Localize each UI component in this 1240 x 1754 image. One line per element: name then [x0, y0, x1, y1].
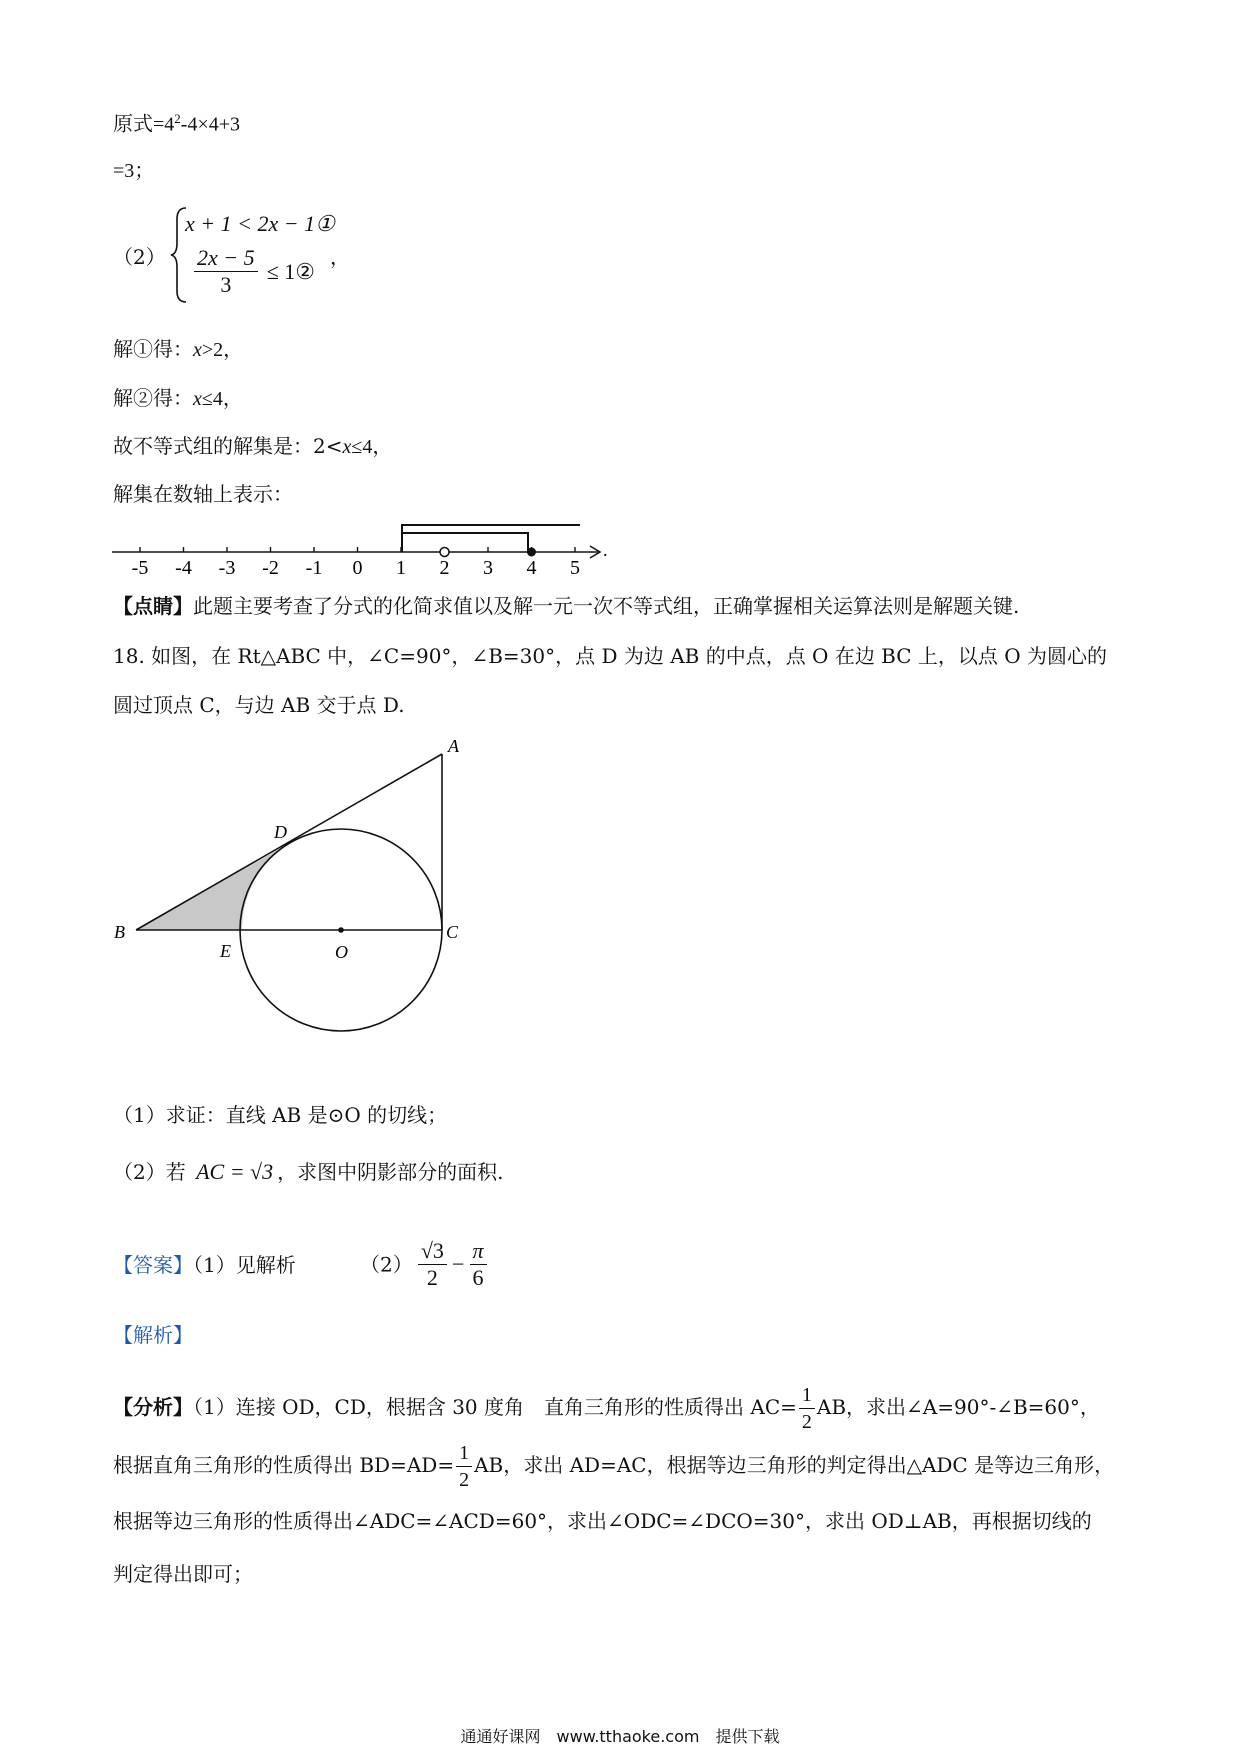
number-line-tick-label: -3 — [218, 557, 236, 579]
number-line-tick-label: -2 — [262, 557, 279, 579]
closed-point-4 — [527, 548, 536, 557]
point-o — [338, 927, 344, 933]
part2-label: （2） — [113, 245, 166, 269]
number-line-tick-label: 5 — [570, 557, 580, 579]
bracket-greater-than-2 — [402, 525, 580, 552]
number-line-tick-label: -5 — [131, 557, 149, 579]
analysis-line-2: 根据直角三角形的性质得出 BD=AD= $\frac{1}{2}$ AB，求出 AD=AC，根据等边三角形的判定得出△ADC 是等边三角形， — [113, 1442, 1115, 1491]
number-line-end-dot: . — [603, 540, 608, 560]
number-line-tick-label: 1 — [396, 557, 406, 579]
q18-line-1: 18. 如图，在 Rt△ABC 中，∠C=90°，∠B=30°，点 D 为边 AB 的中点，点 O 在边 BC 上，以点 O 为圆心的 — [113, 644, 1108, 668]
label-o: O — [335, 942, 348, 962]
q18-sub-1: （1）求证：直线 AB 是⊙O 的切线； — [113, 1103, 448, 1127]
numberline-caption: 解集在数轴上表示： — [113, 482, 293, 506]
geometry-figure — [100, 730, 480, 1040]
number-line-tick-label: 4 — [526, 557, 537, 579]
inequality-1: x + 1 < 2x − 1① — [185, 211, 335, 236]
solve-2: 解②得：x≤4， — [113, 386, 243, 410]
number-line-tick-label: -4 — [175, 557, 192, 579]
label-b: B — [114, 922, 125, 942]
answer-part2: （2） $\frac{√3}{2}$ − $\frac{\pi}{6}$ — [360, 1238, 487, 1291]
q18-line-2: 圆过顶点 C，与边 AB 交于点 D. — [113, 693, 405, 717]
solve-1: 解①得：x>2， — [113, 337, 244, 361]
analysis-line-1: 【分析】（1）连接 OD，CD，根据含 30 度角 直角三角形的性质得出 AC= $\frac{1}{2}$ AB，求出∠A=90°-∠B=60°， — [113, 1384, 1100, 1433]
bracket-leq-4 — [401, 533, 528, 552]
label-c: C — [446, 922, 459, 942]
comment-line: 【点睛】此题主要考查了分式的化简求值以及解一元一次不等式组，正确掌握相关运算法则是解题关键. — [113, 594, 1020, 618]
calc-line-1: 原式$=4^2-4\times 4+3$ — [113, 111, 240, 136]
number-line — [100, 512, 620, 582]
footer-text: 通通好课网 www.tthaoke.com 提供下载 — [460, 1727, 780, 1746]
analysis-label: 【解析】 — [113, 1323, 193, 1347]
segment-ba — [136, 754, 442, 930]
number-line-tick-label: 0 — [352, 557, 363, 579]
number-line-tick-label: 2 — [439, 557, 450, 579]
solution-set: 故不等式组的解集是：2<x≤4， — [113, 434, 393, 458]
label-d: D — [274, 822, 287, 842]
number-line-tick-label: -1 — [305, 557, 323, 579]
analysis-line-4: 判定得出即可； — [113, 1562, 253, 1586]
label-a: A — [448, 736, 459, 756]
calc-line-2: =3； — [113, 160, 155, 182]
analysis-line-3: 根据等边三角形的性质得出∠ADC=∠ACD=60°，求出∠ODC=∠DCO=30°，求出 OD⊥AB，再根据切线的 — [113, 1509, 1092, 1533]
open-point-2 — [440, 548, 449, 557]
answer-line: 【答案】（1）见解析 — [113, 1253, 296, 1277]
system-comma: ， — [330, 245, 350, 269]
number-line-tick-label: 3 — [483, 557, 493, 579]
inequality-2: $\frac{2x - 5}{3}$ ≤ 1② — [194, 245, 315, 298]
label-e: E — [220, 941, 231, 961]
q18-sub-2: （2）若 AC = √3 ，求图中阴影部分的面积. — [113, 1159, 504, 1184]
